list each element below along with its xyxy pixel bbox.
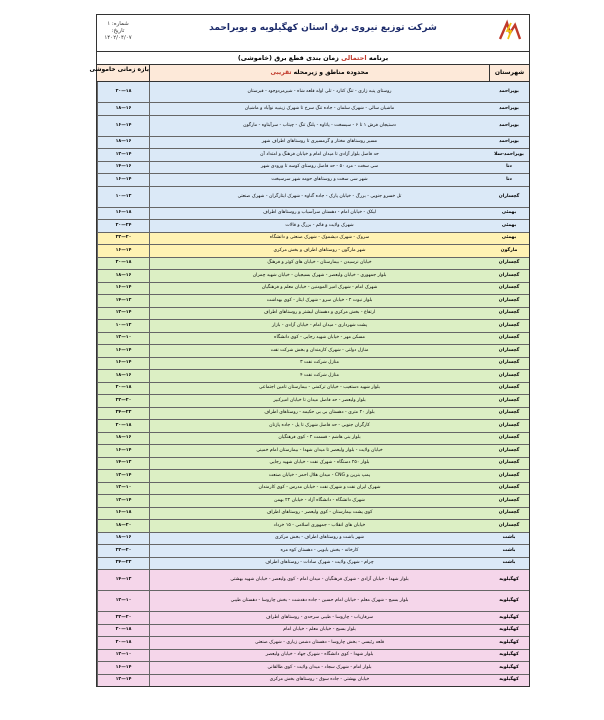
cell-city: گچساران bbox=[498, 472, 520, 478]
subtitle-highlight: احتمالی bbox=[341, 54, 367, 62]
cell-time: ۱۴—۱۶ bbox=[97, 245, 149, 257]
cell-time: ۲۰—۲۲ bbox=[97, 545, 149, 557]
cell-area: خیابان ولایت - بلوار ولیعصر تا میدان شهدا - بیمارستان امام خمینی bbox=[149, 445, 489, 457]
table-row bbox=[97, 494, 529, 507]
cell-area: ماشیان سالی - شهرک سلمان - جاده تنگ سرخ تا شهرک زینبیه نوآباد و ماشیان bbox=[149, 103, 489, 115]
cell-time: ۲۲—۲۴ bbox=[97, 558, 149, 570]
cell-city: باشت bbox=[502, 547, 516, 553]
cell-area: تل خسرو جنوبی - بزرگ - خیابان پارک - جاده گناوه - شهرک ایثارگران - شهرک صنعتی bbox=[149, 187, 489, 207]
cell-area: مسیر روستاهای مختار و گرمسیری تا روستاهای اطراف شهر bbox=[149, 137, 489, 149]
cell-time: ۱۰—۱۲ bbox=[97, 650, 149, 662]
cell-city: کهگیلویه bbox=[499, 652, 519, 658]
cell-city: کهگیلویه bbox=[499, 677, 519, 683]
cell-city: دنا bbox=[506, 176, 512, 182]
table-row bbox=[97, 186, 529, 207]
cell-city: گچساران bbox=[498, 497, 520, 503]
table-row bbox=[97, 282, 529, 295]
cell-time: ۱۸—۲۰ bbox=[97, 383, 149, 395]
cell-area: بلوار شهدا - خیابان آزادی - شهرک فرهنگیان - میدان امام - کوی ولیعصر - خیابان شهید بهشتی bbox=[149, 570, 489, 590]
cell-time: ۲۴—۲۰ bbox=[97, 220, 149, 232]
table-row bbox=[97, 115, 529, 136]
cell-city: بهمئی bbox=[501, 210, 517, 216]
table-row bbox=[97, 173, 529, 186]
table-row bbox=[97, 382, 529, 395]
table-row bbox=[97, 482, 529, 495]
cell-city: گچساران bbox=[498, 522, 520, 528]
cell-time: ۱۶—۱۸ bbox=[97, 433, 149, 445]
table-row bbox=[97, 148, 529, 161]
cell-time: ۱۴—۱۶ bbox=[97, 345, 149, 357]
cell-area: خیابان بهشتی - جاده سوق - روستاهای بخش مرکزی bbox=[149, 675, 489, 687]
cell-city: گچساران bbox=[498, 335, 520, 341]
cell-city: کهگیلویه bbox=[499, 664, 519, 670]
cell-area: حد فاصل بلوار آزادی تا میدان امام و خیابان فرهنگ و امتداد آن bbox=[149, 149, 489, 161]
table-row bbox=[97, 307, 529, 320]
cell-time: ۱۴—۱۶ bbox=[97, 662, 149, 674]
cell-area: خیابان نرسیدن - بیمارستان - خیابان های کوثر و فرهنگ bbox=[149, 258, 489, 270]
cell-area: منازل شرکت نفت ۳ bbox=[149, 358, 489, 370]
cell-area: لیکک - خیابان امام - دهستان سرآسیاب و روستاهای اطراف bbox=[149, 208, 489, 220]
cell-city: کهگیلویه bbox=[499, 598, 519, 604]
cell-time: ۱۸—۱۶ bbox=[97, 508, 149, 520]
cell-city: باشت bbox=[502, 560, 516, 566]
cell-city: گچساران bbox=[498, 372, 520, 378]
cell-area: بلوار بسیج - خیابان معلم - خیابان امام bbox=[149, 625, 489, 637]
cell-city: گچساران bbox=[498, 460, 520, 466]
cell-time: ۱۰—۱۲ bbox=[97, 333, 149, 345]
document-title: شرکت توزیع نیروی برق استان کهگیلویه و بویراحمد bbox=[209, 23, 437, 33]
table-row bbox=[97, 636, 529, 649]
cell-time: ۱۸—۲۰ bbox=[97, 82, 149, 102]
cell-time: ۱۸—۱۶ bbox=[97, 208, 149, 220]
cell-city: گچساران bbox=[498, 510, 520, 516]
cell-city: دنا bbox=[506, 164, 512, 170]
table-row bbox=[97, 519, 529, 532]
column-time: بازه زمانی خاموشی bbox=[89, 66, 149, 73]
cell-city: گچساران bbox=[498, 435, 520, 441]
cell-city: بویراحمد-سلا bbox=[494, 151, 524, 157]
cell-area: بلوار بسیج - شهرک معلم - خیابان امام حسین - جاده دهدشت - بخش چاروسا - دهستان طیبی bbox=[149, 591, 489, 611]
schedule-sheet bbox=[89, 14, 530, 710]
cell-time: ۱۴—۱۲ bbox=[97, 470, 149, 482]
cell-city: کهگیلویه bbox=[499, 639, 519, 645]
cell-city: کهگیلویه bbox=[499, 577, 519, 583]
column-area bbox=[149, 65, 489, 81]
table-row bbox=[97, 82, 529, 102]
cell-area: بلوار شهید دستغیب - خیابان ترکمنی - بیمارستان تامین اجتماعی bbox=[149, 383, 489, 395]
cell-area: بلوار شهدا - کوی دانشگاه - شهرک جهاد - خیابان ولیعصر bbox=[149, 650, 489, 662]
cell-area: بلوار امام - شهرک سجاد - میدان ولایت - کوی طالقانی bbox=[149, 662, 489, 674]
cell-area: دستیجان فرش ۱ تا ۶ - سیسخت - پاتاوه - پلنگ تنگ - چیتاب - سرآبتاوه - مارگون bbox=[149, 116, 489, 136]
cell-time: ۱۴—۱۶ bbox=[97, 283, 149, 295]
table-row bbox=[97, 136, 529, 149]
cell-time: ۲۰—۱۸ bbox=[97, 520, 149, 532]
cell-time: ۱۲—۱۰ bbox=[97, 187, 149, 207]
company-logo-icon bbox=[497, 19, 523, 45]
cell-city: گچساران bbox=[498, 422, 520, 428]
table-row bbox=[97, 232, 529, 245]
cell-time: ۱۶—۱۴ bbox=[97, 162, 149, 174]
cell-time: ۱۶—۱۸ bbox=[97, 370, 149, 382]
cell-city: گچساران bbox=[498, 447, 520, 453]
cell-area: پمپ بنزین و CNG - میدان هلال احمر - خیابان صنعت bbox=[149, 470, 489, 482]
cell-time: ۲۰—۲۲ bbox=[97, 612, 149, 624]
cell-area: شهرک ولایت و قائم - بزرگ و قالات bbox=[149, 220, 489, 232]
cell-area: شهرک امام - شهرک امیر المومنین - خیابان معلم و فرهنگیان bbox=[149, 283, 489, 295]
cell-time: ۱۴—۱۶ bbox=[97, 174, 149, 186]
table-row bbox=[97, 569, 529, 590]
cell-city: گچساران bbox=[498, 410, 520, 416]
cell-area: سرفاریاب - چاروسا - طیبی سرحدی - روستاهای اطراف bbox=[149, 612, 489, 624]
cell-area: شهر باشت و روستاهای اطراف - بخش مرکزی bbox=[149, 533, 489, 545]
cell-time: ۱۶—۱۸ bbox=[97, 103, 149, 115]
cell-time: ۱۴—۱۲ bbox=[97, 675, 149, 687]
cell-city: گچساران bbox=[498, 485, 520, 491]
cell-area: بلوار ۲۰ متری - دهستان بی بی حکیمه - روستاهای اطراف bbox=[149, 408, 489, 420]
table-row bbox=[97, 507, 529, 520]
cell-city: بهمئی bbox=[501, 235, 517, 241]
table-row bbox=[97, 544, 529, 557]
cell-area: شهر سی سخت و روستاهای حومه شهر سرسیخت bbox=[149, 174, 489, 186]
cell-area: بلوار ۲۵۰ دستگاه - شهرک نفت - خیابان شهید رجایی bbox=[149, 458, 489, 470]
table-row bbox=[97, 319, 529, 332]
table-row bbox=[97, 590, 529, 611]
table-row bbox=[97, 661, 529, 674]
table-row bbox=[97, 532, 529, 545]
cell-city: گچساران bbox=[498, 347, 520, 353]
cell-area: بلوار بنی هاشم - قسمت ۲ - کوی فرهنگیان bbox=[149, 433, 489, 445]
cell-time: ۱۴—۱۶ bbox=[97, 358, 149, 370]
table-row bbox=[97, 457, 529, 470]
table-row bbox=[97, 207, 529, 220]
cell-area: بلوار ولیعصر - حد فاصل میدان تا خیابان امیرکبیر bbox=[149, 395, 489, 407]
table-row bbox=[97, 394, 529, 407]
cell-area: کارخانه - بخش بابویی - دهستان کوه مره bbox=[149, 545, 489, 557]
table-row bbox=[97, 369, 529, 382]
cell-city: گچساران bbox=[498, 272, 520, 278]
cell-area: شهرک ایران نفت و شهرک نفت - خیابان مدرس - کوی کارمندان bbox=[149, 483, 489, 495]
cell-area: ارتفاع - بخش مرکزی و دهستان لیشتر و روستاهای اطراف bbox=[149, 308, 489, 320]
cell-time: ۱۸—۲۰ bbox=[97, 258, 149, 270]
schedule-table bbox=[96, 81, 530, 687]
cell-time: ۱۶—۱۸ bbox=[97, 137, 149, 149]
cell-time: ۱۲—۱۰ bbox=[97, 320, 149, 332]
cell-time: ۱۴—۱۲ bbox=[97, 495, 149, 507]
table-header bbox=[89, 64, 530, 81]
cell-time: ۱۴—۱۶ bbox=[97, 116, 149, 136]
table-row bbox=[97, 557, 529, 570]
cell-time: ۱۸—۲۰ bbox=[97, 637, 149, 649]
cell-city: بویراحمد bbox=[499, 139, 519, 145]
cell-time: ۱۸—۲۰ bbox=[97, 625, 149, 637]
cell-city: بهمئی bbox=[501, 222, 517, 228]
cell-city: مارگون bbox=[500, 247, 518, 253]
document-meta bbox=[101, 21, 135, 42]
cell-time: ۱۰—۱۲ bbox=[97, 483, 149, 495]
cell-city: کهگیلویه bbox=[499, 627, 519, 633]
cell-city: بویراحمد bbox=[499, 105, 519, 111]
cell-area: خیابان های انقلاب - جمهوری اسلامی - ۱۵ خرداد bbox=[149, 520, 489, 532]
document-number: شماره: ۱ bbox=[107, 21, 129, 27]
column-city: شهرستان bbox=[489, 65, 529, 81]
cell-area: بلوار جمهوری - خیابان ولیعصر - شهرک بسیجیان - خیابان شهید چمران bbox=[149, 270, 489, 282]
cell-city: بویراحمد bbox=[499, 89, 519, 95]
cell-time: ۱۴—۱۲ bbox=[97, 308, 149, 320]
cell-city: گچساران bbox=[498, 385, 520, 391]
cell-city: گچساران bbox=[498, 360, 520, 366]
cell-area: شهرک دانشگاه - دانشگاه آزاد - خیابان ۲۲ بهمن bbox=[149, 495, 489, 507]
cell-time: ۲۰—۲۲ bbox=[97, 233, 149, 245]
cell-city: گچساران bbox=[498, 310, 520, 316]
document-date: تاریخ: ۱۴۰۲/۰۴/۰۷ bbox=[104, 28, 132, 41]
cell-area: منازل شرکت نفت ۴ bbox=[149, 370, 489, 382]
table-row bbox=[97, 674, 529, 687]
table-row bbox=[97, 469, 529, 482]
cell-city: گچساران bbox=[498, 397, 520, 403]
cell-time: ۱۰—۱۲ bbox=[97, 591, 149, 611]
cell-area: شهر مارگون - روستاهای اطراف و بخش مرکزی bbox=[149, 245, 489, 257]
table-row bbox=[97, 244, 529, 257]
table-row bbox=[97, 257, 529, 270]
document-subtitle bbox=[96, 51, 530, 64]
table-row bbox=[97, 294, 529, 307]
cell-area: کوی پشت بیمارستان - کوی ولیعصر - روستاهای اطراف bbox=[149, 508, 489, 520]
table-row bbox=[97, 649, 529, 662]
table-row bbox=[97, 269, 529, 282]
cell-city: گچساران bbox=[498, 322, 520, 328]
cell-area: مسکن مهر - خیابان شهید رجایی - کوی دانشگاه bbox=[149, 333, 489, 345]
cell-area: بلوار نبوت ۲ - خیابان سرو - شهرک ایثار - کوی بهداشت bbox=[149, 295, 489, 307]
table-row bbox=[97, 624, 529, 637]
table-row bbox=[97, 219, 529, 232]
cell-time: ۱۴—۱۲ bbox=[97, 149, 149, 161]
cell-area: پشت شهرداری - میدان امام - خیابان آزادی - بازار bbox=[149, 320, 489, 332]
cell-area: قلعه رئیسی - بخش چاروسا - دهستان دشمن زیاری - شهرک صنعتی bbox=[149, 637, 489, 649]
cell-time: ۱۲—۱۴ bbox=[97, 570, 149, 590]
cell-city: باشت bbox=[502, 535, 516, 541]
cell-area: سروک - شهرک دیشموک - شهرک صنعتی و دانشگاه bbox=[149, 233, 489, 245]
table-row bbox=[97, 432, 529, 445]
cell-city: گچساران bbox=[498, 193, 520, 199]
document-header bbox=[96, 14, 530, 51]
cell-city: گچساران bbox=[498, 260, 520, 266]
cell-time: ۱۴—۱۶ bbox=[97, 445, 149, 457]
cell-time: ۱۸—۲۰ bbox=[97, 420, 149, 432]
column-area-highlight: تقریبی bbox=[270, 69, 292, 76]
cell-city: کهگیلویه bbox=[499, 614, 519, 620]
cell-area: چرام - شهرک ولایت - شهرک سادات - روستاهای اطراف bbox=[149, 558, 489, 570]
column-area-label: محدوده مناطق و زیرمحله bbox=[293, 69, 369, 76]
table-row bbox=[97, 407, 529, 420]
subtitle-prefix: برنامه bbox=[368, 54, 389, 62]
cell-area: منازل دولتی - شهرک کارمندان و بخش شرکت نفت bbox=[149, 345, 489, 357]
table-row bbox=[97, 357, 529, 370]
cell-time: ۱۲—۱۴ bbox=[97, 458, 149, 470]
table-row bbox=[97, 444, 529, 457]
cell-city: گچساران bbox=[498, 285, 520, 291]
table-row bbox=[97, 332, 529, 345]
subtitle-suffix: زمان بندی قطع برق (خاموشی) bbox=[237, 54, 339, 62]
cell-city: بویراحمد bbox=[499, 122, 519, 128]
cell-time: ۱۶—۱۸ bbox=[97, 270, 149, 282]
cell-time: ۲۲—۲۴ bbox=[97, 408, 149, 420]
cell-time: ۲۰—۲۲ bbox=[97, 395, 149, 407]
table-row bbox=[97, 344, 529, 357]
table-row bbox=[97, 611, 529, 624]
cell-area: روستای پنبه زاری - تنگ کنارد - تلی اوله قلعه شاه - شیرمردوجود - قبرستان bbox=[149, 82, 489, 102]
cell-area: سی سخت - مرد ۵۰ - حد فاصل روستای کوسه تا ورودی شهر bbox=[149, 162, 489, 174]
cell-area: کارگران جنوبی - حد فاصل شهرک تا پل - جاده پازنان bbox=[149, 420, 489, 432]
table-row bbox=[97, 161, 529, 174]
cell-time: ۱۲—۱۴ bbox=[97, 295, 149, 307]
table-row bbox=[97, 102, 529, 115]
table-row bbox=[97, 419, 529, 432]
cell-time: ۱۶—۱۸ bbox=[97, 533, 149, 545]
cell-city: گچساران bbox=[498, 297, 520, 303]
